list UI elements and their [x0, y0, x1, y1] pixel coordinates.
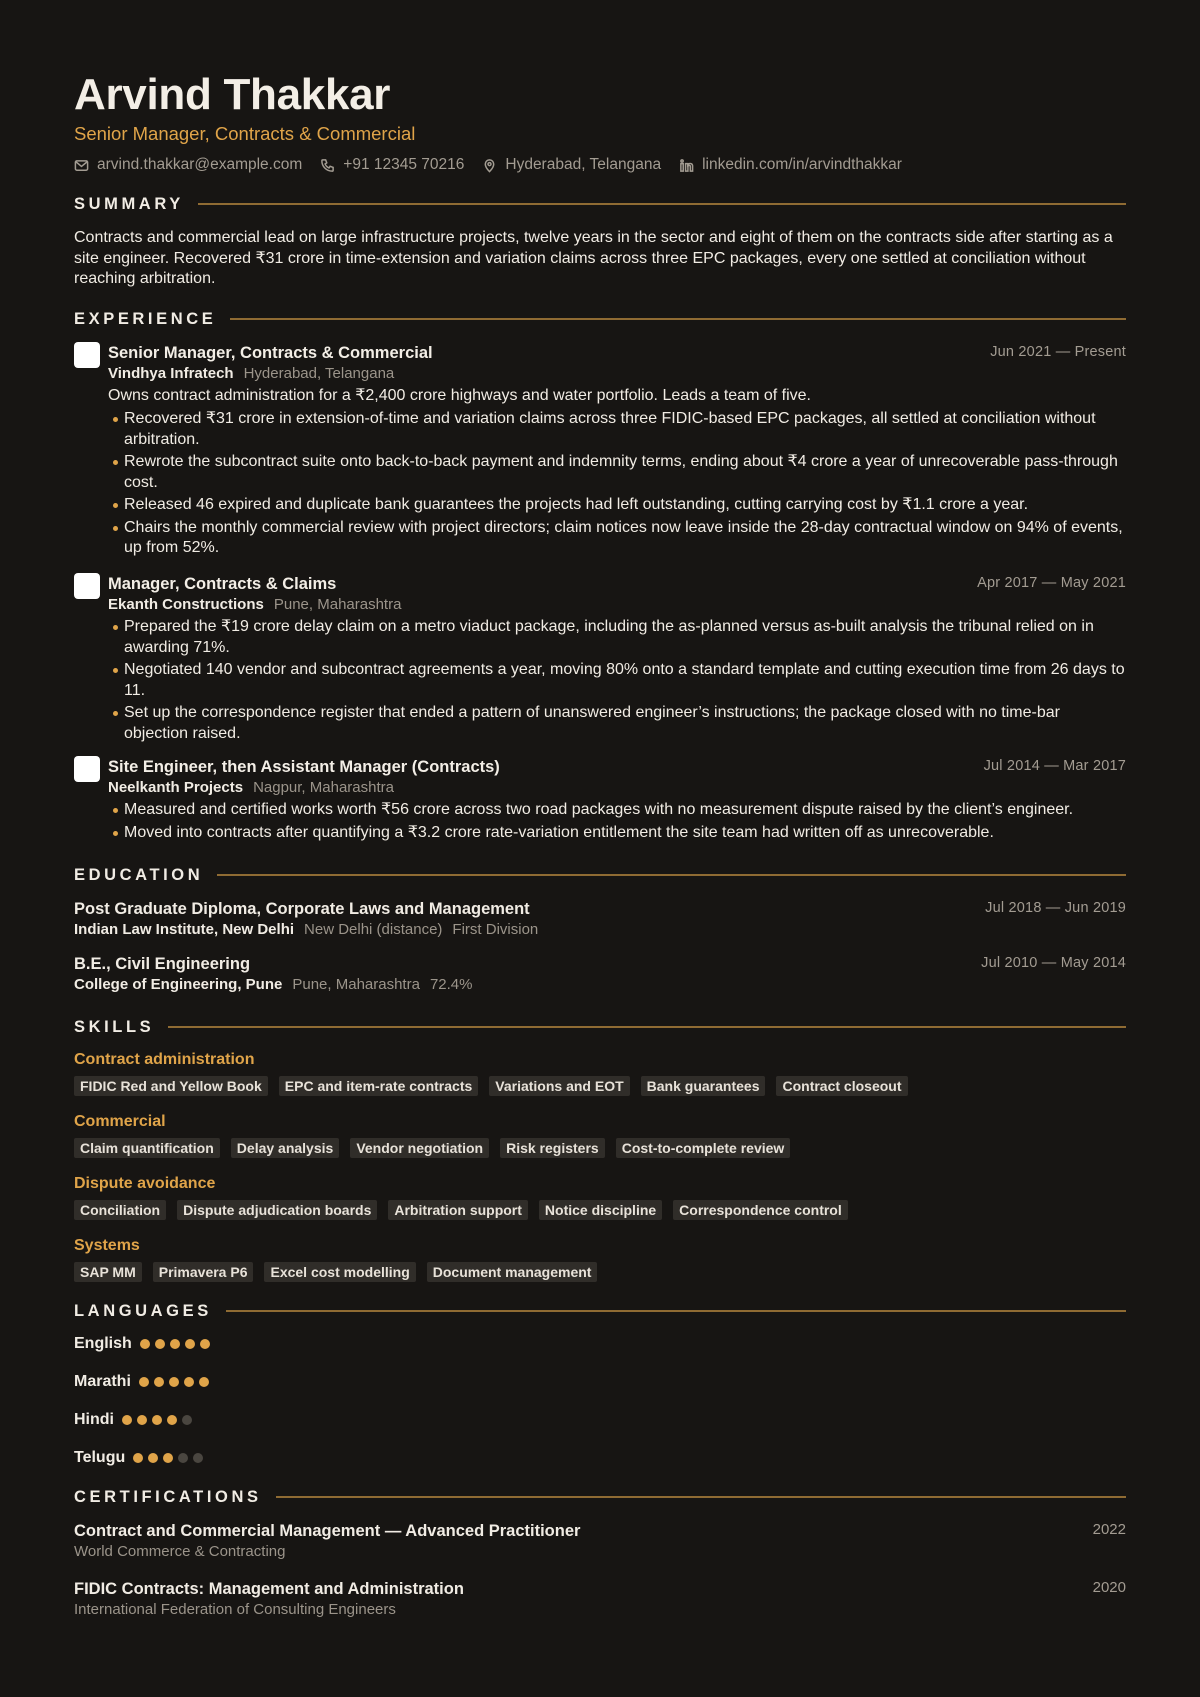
- skill-chip: Bank guarantees: [641, 1076, 766, 1096]
- job-bullets: [108, 617, 1126, 744]
- job-bullet: Recovered ₹31 crore in extension-of-time and variation claims across three FIDIC-based EPC packages, all settled at conciliation without arbitration.: [108, 409, 1126, 450]
- location-pin-icon: [482, 158, 497, 173]
- job-title: Manager, Contracts & Claims: [108, 575, 337, 593]
- skill-chip: Arbitration support: [388, 1200, 528, 1220]
- certifications-title: CERTIFICATIONS: [74, 1487, 262, 1506]
- company-location: Pune, Maharashtra: [273, 596, 402, 613]
- proficiency-dot-filled: [140, 1339, 150, 1349]
- skill-chips: [74, 1200, 1126, 1220]
- job-title: Site Engineer, then Assistant Manager (Contracts): [108, 758, 500, 776]
- certification-title: FIDIC Contracts: Management and Administration: [74, 1580, 464, 1598]
- contact-location: [482, 155, 661, 175]
- proficiency-dots: [140, 1339, 215, 1349]
- skill-group: [74, 1050, 1126, 1096]
- proficiency-dot-filled: [185, 1339, 195, 1349]
- skill-group: [74, 1112, 1126, 1158]
- proficiency-dot-filled: [199, 1377, 209, 1387]
- language-row: [74, 1409, 197, 1431]
- education-title: EDUCATION: [74, 865, 204, 884]
- education-entry: [74, 953, 1126, 995]
- job-bullet: Measured and certified works worth ₹56 crore across two road packages with no measurement dispute raised by the client’s engineer.: [108, 800, 1126, 821]
- certification-year: 2022: [1092, 1521, 1126, 1538]
- skill-category: Systems: [74, 1237, 140, 1254]
- proficiency-dot-filled: [155, 1339, 165, 1349]
- skill-chip: Variations and EOT: [489, 1076, 629, 1096]
- skill-chip: Contract closeout: [776, 1076, 907, 1096]
- linkedin-text: linkedin.com/in/arvindthakkar: [702, 156, 902, 173]
- education-dates: Jul 2018 — Jun 2019: [985, 900, 1126, 916]
- experience-title: EXPERIENCE: [74, 309, 217, 328]
- section-divider: [217, 874, 1126, 876]
- contact-phone[interactable]: [320, 155, 464, 175]
- job-org-line: [108, 595, 1126, 615]
- skill-chip: Delay analysis: [231, 1138, 340, 1158]
- skill-chip: EPC and item-rate contracts: [279, 1076, 479, 1096]
- company-logo-placeholder: [74, 342, 100, 368]
- language-row: [74, 1333, 215, 1355]
- skills-heading: [74, 1016, 1126, 1038]
- job-org-line: [108, 778, 1126, 798]
- skill-category: Dispute avoidance: [74, 1175, 216, 1192]
- language-name: Marathi: [74, 1373, 131, 1390]
- skill-chip: Document management: [427, 1262, 598, 1282]
- languages-heading: [74, 1300, 1126, 1322]
- job-dates: Jul 2014 — Mar 2017: [983, 758, 1126, 774]
- company-name: Vindhya Infratech: [108, 365, 234, 382]
- skill-chip: Claim quantification: [74, 1138, 220, 1158]
- certification-entry: [74, 1578, 1126, 1620]
- proficiency-dot-filled: [148, 1453, 158, 1463]
- proficiency-dot-empty: [193, 1453, 203, 1463]
- summary-heading: [74, 193, 1126, 215]
- proficiency-dot-filled: [163, 1453, 173, 1463]
- language-row: [74, 1447, 208, 1469]
- skill-group: [74, 1236, 1126, 1282]
- skill-chips: [74, 1076, 1126, 1096]
- proficiency-dot-empty: [182, 1415, 192, 1425]
- certifications-heading: [74, 1486, 1126, 1508]
- skill-group: [74, 1174, 1126, 1220]
- contact-row: [74, 155, 920, 175]
- section-divider: [226, 1310, 1126, 1312]
- skill-chip: Dispute adjudication boards: [177, 1200, 377, 1220]
- proficiency-dot-filled: [169, 1377, 179, 1387]
- job-bullet: Prepared the ₹19 crore delay claim on a metro viaduct package, including the as-planned versus as-built analysis the tribunal relied on in awarding 71%.: [108, 617, 1126, 658]
- certification-title: Contract and Commercial Management — Advanced Practitioner: [74, 1522, 581, 1540]
- proficiency-dot-empty: [178, 1453, 188, 1463]
- skill-chips: [74, 1262, 1126, 1282]
- experience-heading: [74, 308, 1126, 330]
- education-grade: First Division: [452, 921, 539, 938]
- job-bullet: Set up the correspondence register that ended a pattern of unanswered engineer’s instructions; the package closed with no time-bar objection raised.: [108, 703, 1126, 744]
- job-description: Owns contract administration for a ₹2,400 crore highways and water portfolio. Leads a team of five.: [108, 387, 811, 404]
- education-dates: Jul 2010 — May 2014: [981, 955, 1126, 971]
- language-name: Hindi: [74, 1411, 114, 1428]
- proficiency-dot-filled: [184, 1377, 194, 1387]
- education-heading: [74, 864, 1126, 886]
- candidate-role: Senior Manager, Contracts & Commercial: [74, 123, 416, 144]
- skill-chip: Primavera P6: [153, 1262, 254, 1282]
- job-bullet: Chairs the monthly commercial review with project directors; claim notices now leave inside the 28-day contractual window on 94% of events, up from 52%.: [108, 518, 1126, 559]
- contact-linkedin[interactable]: [679, 155, 902, 175]
- section-divider: [168, 1026, 1126, 1028]
- section-divider: [198, 203, 1126, 205]
- company-logo-placeholder: [74, 573, 100, 599]
- institution-name: College of Engineering, Pune: [74, 976, 283, 993]
- skill-chip: Excel cost modelling: [264, 1262, 415, 1282]
- phone-icon: [320, 158, 335, 173]
- proficiency-dot-filled: [170, 1339, 180, 1349]
- language-row: [74, 1371, 214, 1393]
- job-bullet: Negotiated 140 vendor and subcontract agreements a year, moving 80% onto a standard template and cutting execution time from 26 days to 11.: [108, 660, 1126, 701]
- proficiency-dot-filled: [154, 1377, 164, 1387]
- degree-title: Post Graduate Diploma, Corporate Laws and Management: [74, 900, 530, 918]
- contact-email[interactable]: [74, 155, 302, 175]
- job-title: Senior Manager, Contracts & Commercial: [108, 344, 433, 362]
- proficiency-dot-filled: [152, 1415, 162, 1425]
- job-dates: Jun 2021 — Present: [990, 344, 1126, 360]
- language-name: English: [74, 1335, 132, 1352]
- phone-text: +91 12345 70216: [343, 156, 465, 173]
- skill-chip: Notice discipline: [539, 1200, 662, 1220]
- job-org-line: [108, 364, 1126, 384]
- proficiency-dot-filled: [122, 1415, 132, 1425]
- skill-chips: [74, 1138, 1126, 1158]
- institution-location: Pune, Maharashtra: [292, 976, 420, 993]
- skill-chip: Conciliation: [74, 1200, 166, 1220]
- degree-title: B.E., Civil Engineering: [74, 955, 251, 973]
- skill-chip: Risk registers: [500, 1138, 605, 1158]
- education-grade: 72.4%: [429, 976, 473, 993]
- proficiency-dot-filled: [200, 1339, 210, 1349]
- proficiency-dot-filled: [137, 1415, 147, 1425]
- proficiency-dot-filled: [167, 1415, 177, 1425]
- certification-issuer: International Federation of Consulting Engineers: [74, 1601, 396, 1618]
- skill-chip: Correspondence control: [673, 1200, 848, 1220]
- job-bullet: Moved into contracts after quantifying a ₹3.2 crore rate-variation entitlement the site team had written off as unrecoverable.: [108, 823, 1126, 844]
- company-location: Nagpur, Maharashtra: [253, 779, 394, 796]
- company-location: Hyderabad, Telangana: [243, 365, 395, 382]
- skill-chip: FIDIC Red and Yellow Book: [74, 1076, 268, 1096]
- skill-category: Contract administration: [74, 1051, 255, 1068]
- proficiency-dots: [139, 1377, 214, 1387]
- skill-chip: Vendor negotiation: [350, 1138, 489, 1158]
- certification-issuer: World Commerce & Contracting: [74, 1543, 286, 1560]
- company-name: Neelkanth Projects: [108, 779, 244, 796]
- job-bullets: [108, 409, 1126, 559]
- languages-title: LANGUAGES: [74, 1301, 212, 1320]
- company-name: Ekanth Constructions: [108, 596, 264, 613]
- proficiency-dot-filled: [139, 1377, 149, 1387]
- proficiency-dots: [122, 1415, 197, 1425]
- job-dates: Apr 2017 — May 2021: [977, 575, 1126, 591]
- job-bullet: Released 46 expired and duplicate bank guarantees the projects had left outstanding, cutting carrying cost by ₹1.1 crore a year.: [108, 495, 1126, 516]
- location-text: Hyderabad, Telangana: [505, 156, 662, 173]
- job-bullet: Rewrote the subcontract suite onto back-to-back payment and indemnity terms, ending about ₹4 crore a year of unrecoverable pass-through cost.: [108, 452, 1126, 493]
- education-details: [74, 975, 1126, 995]
- proficiency-dots: [133, 1453, 208, 1463]
- skills-title: SKILLS: [74, 1017, 155, 1036]
- proficiency-dot-filled: [133, 1453, 143, 1463]
- certification-year: 2020: [1092, 1579, 1126, 1596]
- skill-chip: Cost-to-complete review: [616, 1138, 791, 1158]
- mail-icon: [74, 158, 89, 173]
- skill-category: Commercial: [74, 1113, 166, 1130]
- institution-location: New Delhi (distance): [304, 921, 443, 938]
- section-divider: [276, 1496, 1126, 1498]
- education-details: [74, 920, 1126, 940]
- education-entry: [74, 898, 1126, 940]
- summary-text: Contracts and commercial lead on large infrastructure projects, twelve years in the sector and eight of them on the contracts side after starting as a site engineer. Recovered ₹31 crore in time-extension and variation claims across three EPC packages, every one settled at conciliation without reaching arbitration.: [74, 229, 1113, 287]
- language-name: Telugu: [74, 1449, 126, 1466]
- skill-chip: SAP MM: [74, 1262, 142, 1282]
- section-divider: [230, 318, 1126, 320]
- email-text: arvind.thakkar@example.com: [97, 156, 303, 173]
- linkedin-icon: [679, 158, 694, 173]
- candidate-name: Arvind Thakkar: [74, 70, 391, 119]
- job-bullets: [108, 800, 1126, 843]
- summary-title: SUMMARY: [74, 194, 184, 213]
- company-logo-placeholder: [74, 756, 100, 782]
- certification-entry: [74, 1520, 1126, 1562]
- institution-name: Indian Law Institute, New Delhi: [74, 921, 295, 938]
